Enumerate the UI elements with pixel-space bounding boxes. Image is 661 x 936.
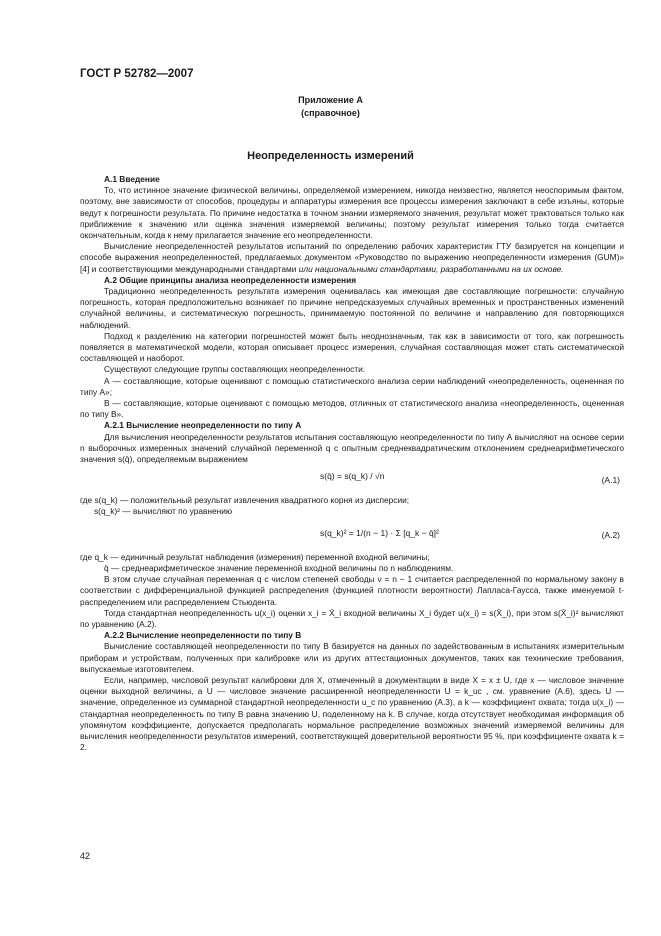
doc-code: ГОСТ Р 52782—2007 xyxy=(80,68,194,80)
paragraph: Традиционно неопределенность результата измерения оценивалась как имеющая две составляющие погрешности: случайную погрешность, которая предположительно возникает по причине непредсказуемых случайных временных и пространственных изменений случайной величины, и систематическую погрешность, принимаемую постоянной по величине и направлению для повторяющихся наблюдений. xyxy=(80,286,624,330)
paragraph: Подход к разделению на категории погрешностей может быть неоднозначным, так как в зависимости от того, как погрешность появляется в математической модели, которая описывает процесс измерения, случайная составляющая может стать систематической составляющей и наоборот. xyxy=(80,330,624,364)
section-title: Неопределенность измерений xyxy=(247,150,414,162)
paragraph xyxy=(80,241,624,275)
appendix-kind: (справочное) xyxy=(301,108,360,118)
formula-number: (А.1) xyxy=(601,475,620,486)
paragraph: Для вычисления неопределенности результатов испытания составляющую неопределенности по типу А вычисляют на основе серии n выборочных измеренных значений случайной переменной q с опытным среднеквадратическим отклонением среднеарифметического значения s(q̄), определяемым выражением xyxy=(80,431,624,465)
paragraph: В этом случае случайная переменная q с числом степеней свободы ν = n − 1 считается распределенной по нормальному закону в соответствии с дифференциальной функцией распределения (функцией плотности вероятности) Лапласа-Гаусса, также именуемой t-распределением или распределением Стьюдента. xyxy=(80,574,624,607)
heading-a22: А.2.2 Вычисление неопределенности по типу В xyxy=(104,630,302,641)
paragraph: То, что истинное значение физической величины, определяемой измерением, никогда неизвестно, является неоспоримым фактом, поэтому, вне зависимости от способов, процедуры и аппаратуры измерения все процессы измерения заключают в себе изъяны, которые ведут к погрешности результата. По причине недостатка в точном знании измеряемого значения, результат может трактоваться только как приближение к значению или оценка значения измеряемой величины; поэтому результат измерения только тогда считается окончательным, когда к нему прилагается значение его неопределенности. xyxy=(80,185,624,241)
formula-a2 xyxy=(80,520,624,550)
where-line: где s(q_k) — положительный результат извлечения квадратного корня из дисперсии; xyxy=(80,495,410,506)
formula-a1 xyxy=(80,467,624,493)
paragraph: А — составляющие, которые оценивают с помощью статистического анализа серии наблюдений «неопределенность, оцененная по типу А»; xyxy=(80,375,624,397)
formula-expression: s(q̄) = s(q_k) / √n xyxy=(320,471,385,482)
paragraph: В — составляющие, которые оценивают с помощью методов, отличных от статистического анализа «неопределенность, оцененная по типу В». xyxy=(80,398,624,420)
paragraph: Если, например, числовой результат калибровки для X, отмеченный в документации в виде X = x ± U, где x — числовое значение оценки выходной величины, а U — числовое значение расширенной неопределенности U = k_uc , см. уравнение (А.6), здесь U — значение, определенное из суммарной стандартной неопределенности u_c по уравнению (А.3), а k — коэффициент охвата; тогда u(x_i) — стандартная неопределенность по типу В равна значению U, поделенному на k. В случае, когда отсутствует необходимая информация об упомянутом коэффициенте, допускается предполагать нормальное распределение возможных значений измеряемой величины для вычисления неопределенности результатов измерений, соответствующей доверительной вероятности 95 %, при коэффициенте охвата k = 2. xyxy=(80,674,624,753)
heading-a21: А.2.1 Вычисление неопределенности по типу А xyxy=(104,420,302,431)
where-line: q̄ — среднеарифметическое значение переменной входной величины по n наблюдениям. xyxy=(104,562,454,573)
paragraph: Существуют следующие группы составляющих неопределенности. xyxy=(104,364,366,375)
appendix-title: Приложение А xyxy=(298,95,363,105)
where-line: где q_k — единичный результат наблюдения (измерения) переменной входной величины; xyxy=(80,551,430,562)
paragraph: Тогда стандартная неопределенность u(x_i) оценки x_i = X̄_i входной величины X_i будет u(x_i) = s(X̄_i), при этом s(X̄_i)² вычисляют по уравнению (А.2). xyxy=(80,607,624,629)
page-number: 42 xyxy=(80,851,91,861)
heading-a2: А.2 Общие принципы анализа неопределенности измерения xyxy=(104,274,357,285)
paragraph: Вычисление составляющей неопределенности по типу В базируется на данных по задействованным в испытаниях измерительным приборам и устройствам, полученных при калибровке или из других аттестационных документов, таких как технические требования, выпускаемые изготовителем. xyxy=(80,641,624,674)
where-line: s(q_k)² — вычисляют по уравнению xyxy=(94,506,233,517)
paragraph-text: Вычисление неопределенностей результатов испытаний по определению рабочих характеристик ГТУ базируется на концепции и способе выражения неопределенностей, предлагаемых документом «Руководство по выражению неопределенности измерения (GUM)» [4] и соответствующими международными стандартами xyxy=(80,241,624,274)
formula-number: (А.2) xyxy=(601,529,620,540)
body-text xyxy=(80,174,624,753)
heading-a1: А.1 Введение xyxy=(104,174,160,184)
formula-expression: s(q_k)² = 1/(n − 1) · Σ [q_k − q̄]² xyxy=(320,527,439,538)
paragraph-italic: или национальными стандартами, разработанными на их основе. xyxy=(298,263,564,274)
